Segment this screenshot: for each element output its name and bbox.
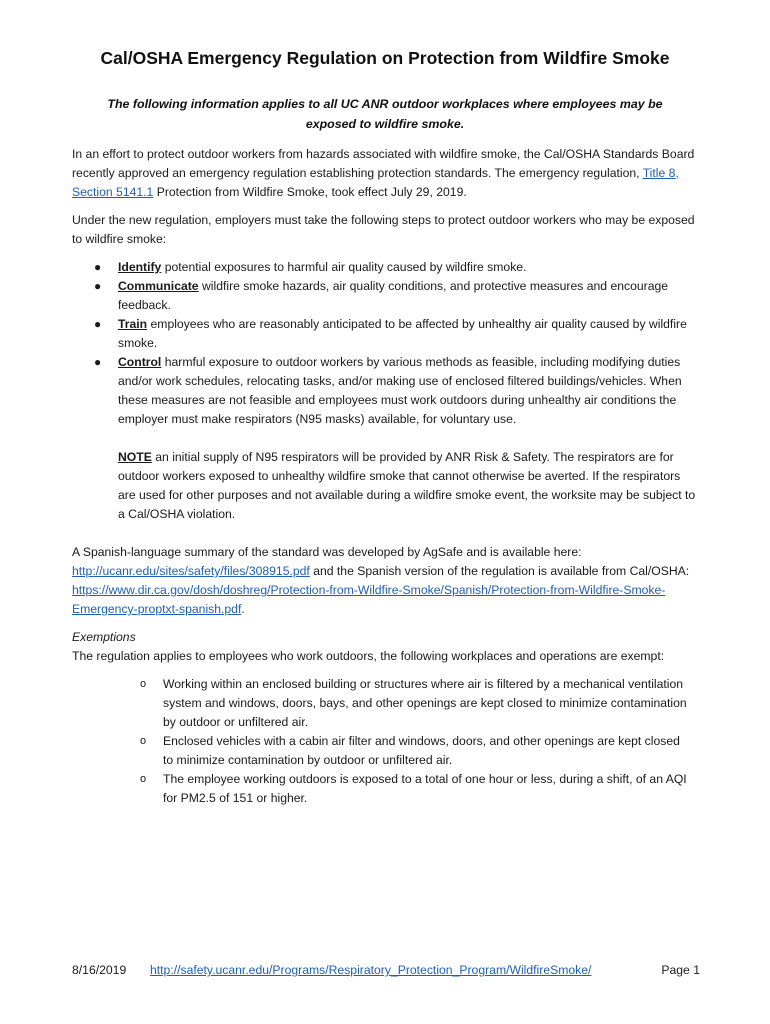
step-text: wildfire smoke hazards, air quality conditions, and protective measures and encourage feedback. bbox=[118, 279, 669, 312]
footer-url-link[interactable]: http://safety.ucanr.edu/Programs/Respiratory_Protection_Program/WildfireSmoke/ bbox=[150, 963, 592, 977]
exemption-text: Enclosed vehicles with a cabin air filter and windows, doors, and other openings are kept closed to minimize contamination by outdoor or unfiltered air. bbox=[163, 734, 680, 767]
circle-bullet-icon: o bbox=[140, 735, 147, 747]
steps-list bbox=[72, 258, 702, 429]
list-item bbox=[140, 675, 690, 732]
page-subtitle: The following information applies to all UC ANR outdoor workplaces where employees may be exposed to wildfire smoke. bbox=[107, 97, 663, 131]
spanish-text-1: A Spanish-language summary of the standard was developed by AgSafe and is available here: bbox=[72, 545, 582, 559]
circle-bullet-icon: o bbox=[140, 773, 147, 785]
spanish-text-3: . bbox=[241, 602, 245, 616]
step-keyword: Train bbox=[118, 317, 148, 331]
page-number: Page 1 bbox=[661, 963, 700, 977]
steps-intro: Under the new regulation, employers must take the following steps to protect outdoor workers who may be exposed to wildfire smoke: bbox=[72, 213, 695, 246]
bullet-icon: ● bbox=[94, 355, 102, 369]
list-item bbox=[72, 258, 702, 277]
step-keyword: Communicate bbox=[118, 279, 199, 293]
bullet-icon: ● bbox=[94, 317, 102, 331]
step-text: potential exposures to harmful air quality caused by wildfire smoke. bbox=[161, 260, 527, 274]
page-footer bbox=[72, 960, 700, 980]
step-keyword: Control bbox=[118, 355, 162, 369]
intro-text-after: Protection from Wildfire Smoke, took effect July 29, 2019. bbox=[153, 185, 467, 199]
title8-link[interactable]: Title 8, Section 5141.1 bbox=[72, 166, 679, 199]
note-keyword: NOTE bbox=[118, 450, 152, 464]
footer-date: 8/16/2019 bbox=[72, 963, 127, 977]
spanish-paragraph bbox=[72, 543, 712, 619]
note-paragraph bbox=[118, 448, 700, 524]
list-item bbox=[140, 770, 690, 808]
list-item bbox=[72, 277, 702, 315]
exemptions-list bbox=[140, 675, 690, 808]
intro-paragraph bbox=[72, 145, 702, 202]
list-item bbox=[72, 353, 702, 429]
list-item bbox=[72, 315, 702, 353]
step-keyword: Identify bbox=[118, 260, 162, 274]
exemptions-heading: Exemptions bbox=[72, 630, 136, 644]
page-title: Cal/OSHA Emergency Regulation on Protection from Wildfire Smoke bbox=[100, 48, 670, 68]
step-text: employees who are reasonably anticipated to be affected by unhealthy air quality caused by wildfire smoke. bbox=[118, 317, 687, 350]
spanish-text-2: and the Spanish version of the regulation is available from Cal/OSHA: bbox=[309, 564, 690, 578]
circle-bullet-icon: o bbox=[140, 678, 147, 690]
bullet-icon: ● bbox=[94, 260, 102, 274]
step-text: harmful exposure to outdoor workers by various methods as feasible, including modifying duties and/or work schedules, relocating tasks, and/or making use of enclosed filtered buildings/vehicles. When these measures are not feasible and employees must work outdoors during unhealthy air conditions the employer must make respirators (N95 masks) available, for voluntary use. bbox=[118, 355, 682, 426]
exemption-text: The employee working outdoors is exposed to a total of one hour or less, during a shift, of an AQI for PM2.5 of 151 or higher. bbox=[163, 772, 687, 805]
exemption-text: Working within an enclosed building or structures where air is filtered by a mechanical ventilation system and windows, doors, bays, and other openings are kept closed to minimize contamination by outdoor or unfiltered air. bbox=[163, 677, 687, 729]
bullet-icon: ● bbox=[94, 279, 102, 293]
spanish-regulation-link[interactable]: https://www.dir.ca.gov/dosh/doshreg/Protection-from-Wildfire-Smoke/Spanish/Protection-from-Wildfire-Smoke-Emergency-proptxt-spanish.pdf bbox=[72, 583, 666, 616]
intro-text-before: In an effort to protect outdoor workers from hazards associated with wildfire smoke, the Cal/OSHA Standards Board recently approved an emergency regulation establishing protection standards. The emergency regulation, bbox=[72, 147, 695, 180]
exemptions-intro: The regulation applies to employees who work outdoors, the following workplaces and operations are exempt: bbox=[72, 649, 665, 663]
agsafe-summary-link[interactable]: http://ucanr.edu/sites/safety/files/308915.pdf bbox=[72, 564, 310, 578]
list-item bbox=[140, 732, 690, 770]
note-text: an initial supply of N95 respirators will be provided by ANR Risk & Safety. The respirators are for outdoor workers exposed to unhealthy wildfire smoke that cannot otherwise be averted. If the respirators are used for other purposes and not available during a wildfire smoke event, the worksite may be subject to a Cal/OSHA violation. bbox=[118, 450, 696, 521]
